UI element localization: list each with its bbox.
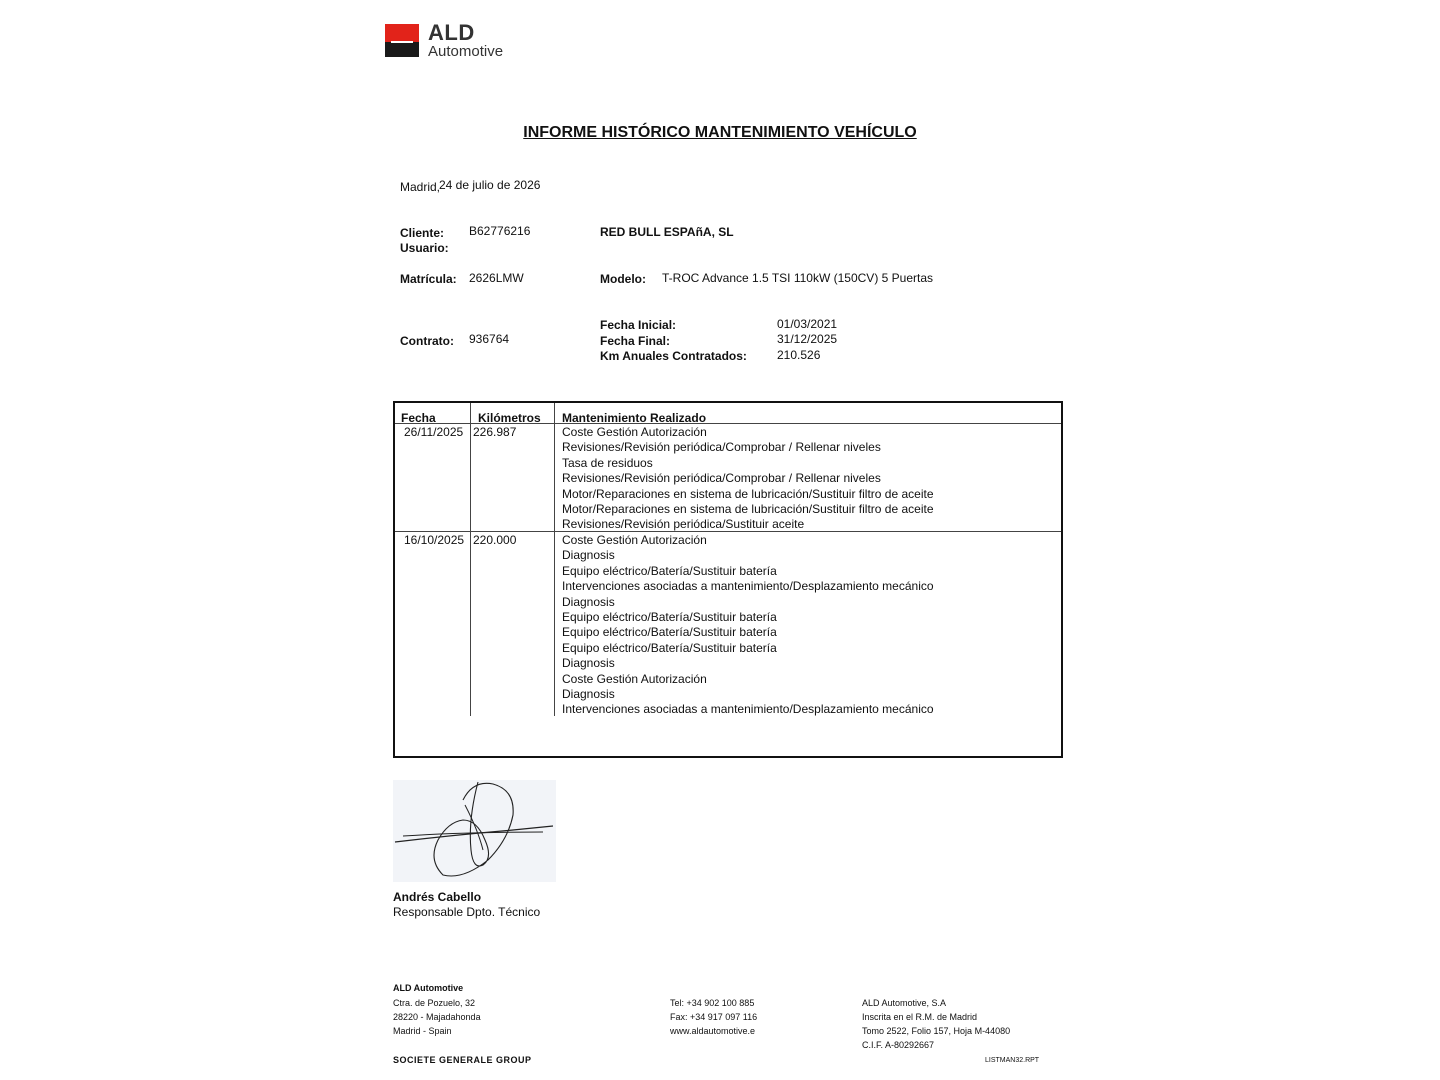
maintenance-item: Coste Gestión Autorización: [562, 425, 707, 439]
fecha-inicial-label: Fecha Inicial:: [600, 318, 677, 332]
row1-fecha: 26/11/2025: [404, 425, 464, 439]
fecha-final-value: 31/12/2025: [777, 332, 838, 346]
cliente-label: Cliente:: [400, 226, 445, 240]
fecha-inicial-value: 01/03/2021: [777, 317, 838, 331]
matricula-value: 2626LMW: [469, 271, 524, 285]
fecha-final-label: Fecha Final:: [600, 334, 671, 348]
address-line: 28220 - Majadahonda: [393, 1012, 481, 1022]
footer-address: [393, 996, 481, 1038]
address-line: Ctra. de Pozuelo, 32: [393, 998, 476, 1008]
maintenance-item: Revisiones/Revisión periódica/Comprobar / Rellenar niveles: [562, 440, 881, 455]
footer-registry: [862, 996, 1010, 1052]
maintenance-item: Intervenciones asociadas a mantenimiento/Desplazamiento mecánico: [562, 579, 934, 594]
maintenance-item: Equipo eléctrico/Batería/Sustituir batería: [562, 640, 777, 655]
maintenance-item: Motor/Reparaciones en sistema de lubricación/Sustituir filtro de aceite: [562, 486, 934, 501]
footer-company: ALD Automotive: [393, 983, 464, 993]
maintenance-item: Revisiones/Revisión periódica/Sustituir aceite: [562, 517, 805, 532]
contact-line: www.aldautomotive.e: [670, 1026, 756, 1036]
report-code: LISTMAN32.RPT: [985, 1057, 1040, 1064]
signatory-name: Andrés Cabello: [393, 890, 482, 904]
contrato-label: Contrato:: [400, 334, 454, 348]
signature-image: [393, 780, 556, 882]
header-mantenimiento: Mantenimiento Realizado: [562, 411, 707, 425]
row2-items: [562, 533, 934, 718]
address-line: Madrid - Spain: [393, 1026, 452, 1036]
maintenance-item: Diagnosis: [562, 656, 615, 671]
maintenance-item: Equipo eléctrico/Batería/Sustituir batería: [562, 563, 777, 578]
km-value: 210.526: [777, 348, 821, 362]
logo-sub: Automotive: [428, 43, 504, 60]
header-km: Kilómetros: [478, 411, 541, 425]
registry-line: C.I.F. A-80292667: [862, 1040, 935, 1050]
maintenance-item: Motor/Reparaciones en sistema de lubricación/Sustituir filtro de aceite: [562, 501, 934, 516]
footer-contact: [670, 996, 757, 1038]
usuario-label: Usuario:: [400, 241, 449, 255]
maintenance-item: Diagnosis: [562, 594, 615, 609]
maintenance-item: Diagnosis: [562, 548, 615, 563]
header-fecha: Fecha: [401, 411, 436, 425]
maintenance-item: Equipo eléctrico/Batería/Sustituir batería: [562, 625, 777, 640]
place: Madrid,: [400, 180, 441, 194]
maintenance-table: [393, 401, 1063, 758]
modelo-value: T-ROC Advance 1.5 TSI 110kW (150CV) 5 Puertas: [662, 271, 934, 285]
row2-km: 220.000: [473, 533, 517, 547]
matricula-label: Matrícula:: [400, 272, 457, 286]
signatory-role: Responsable Dpto. Técnico: [393, 905, 541, 919]
contact-line: Fax: +34 917 097 116: [670, 1012, 758, 1022]
maintenance-item: Equipo eléctrico/Batería/Sustituir batería: [562, 609, 777, 624]
registry-line: ALD Automotive, S.A: [862, 998, 947, 1008]
cliente-value: B62776216: [469, 224, 531, 238]
maintenance-item: Coste Gestión Autorización: [562, 671, 707, 686]
maintenance-item: Coste Gestión Autorización: [562, 533, 707, 547]
page-title: INFORME HISTÓRICO MANTENIMIENTO VEHÍCULO: [523, 124, 917, 141]
contrato-value: 936764: [469, 332, 510, 346]
registry-line: Inscrita en el R.M. de Madrid: [862, 1012, 978, 1022]
maintenance-item: Diagnosis: [562, 686, 615, 701]
footer-group: SOCIETE GENERALE GROUP: [393, 1055, 532, 1065]
row1-km: 226.987: [473, 425, 517, 439]
maintenance-item: Tasa de residuos: [562, 455, 653, 470]
logo-mark: [385, 24, 419, 57]
modelo-label: Modelo:: [600, 272, 646, 286]
row2-fecha: 16/10/2025: [404, 533, 465, 547]
row1-items: [562, 425, 934, 533]
registry-line: Tomo 2522, Folio 157, Hoja M-44080: [862, 1026, 1011, 1036]
logo-brand: ALD: [428, 20, 475, 45]
contact-line: Tel: +34 902 100 885: [670, 998, 755, 1008]
report-date: 24 de julio de 2026: [439, 178, 541, 192]
cliente-name: RED BULL ESPAñA, SL: [600, 225, 734, 239]
maintenance-item: Revisiones/Revisión periódica/Comprobar / Rellenar niveles: [562, 471, 881, 486]
km-label: Km Anuales Contratados:: [600, 349, 747, 363]
maintenance-item: Intervenciones asociadas a mantenimiento/Desplazamiento mecánico: [562, 702, 934, 717]
